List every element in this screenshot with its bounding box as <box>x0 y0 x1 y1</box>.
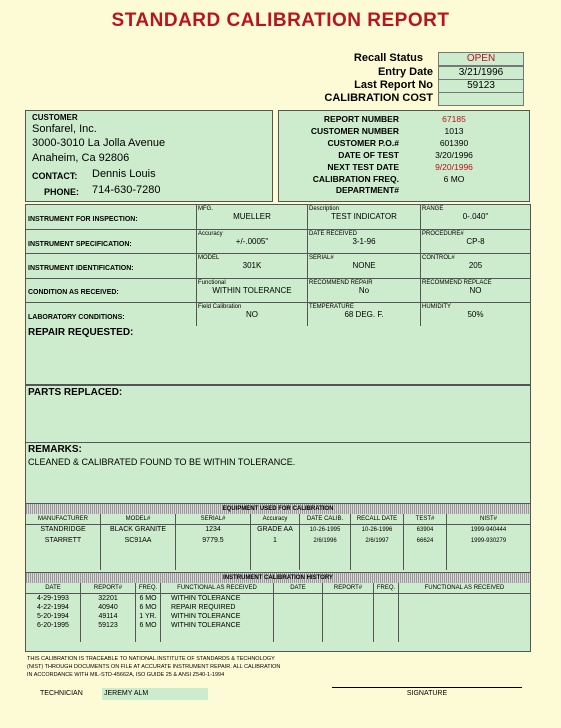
equipment-header: NIST# <box>479 515 497 522</box>
instrument-table <box>26 205 530 327</box>
history-header: DATE <box>274 583 323 593</box>
signature-line <box>332 687 522 688</box>
cell-value: 68 DEG. F. <box>344 310 384 320</box>
history-cell <box>399 603 531 612</box>
equipment-cell: 1999-930279 <box>470 537 507 544</box>
equipment-cell: 63904 <box>404 524 447 535</box>
history-cell: WITHIN TOLERANCE <box>161 612 274 621</box>
history-panel <box>25 572 531 652</box>
instrument-row <box>26 278 530 302</box>
history-cell <box>399 612 531 621</box>
customer-address-1: 3000-3010 La Jolla Avenue <box>32 137 166 149</box>
cell-value: TEST INDICATOR <box>331 212 397 221</box>
history-cell <box>323 593 374 603</box>
phone-label: PHONE: <box>44 187 80 197</box>
equipment-header-row <box>26 514 530 524</box>
history-cell: WITHIN TOLERANCE <box>161 621 274 630</box>
history-cell: 32201 <box>81 593 136 603</box>
remarks-label: REMARKS: <box>28 444 82 455</box>
equipment-cell: 1234 <box>176 524 251 535</box>
recall-status-value: OPEN <box>438 52 524 66</box>
history-cell: 59123 <box>81 621 136 630</box>
history-cell: 6 MO <box>136 603 161 612</box>
customer-number-label: CUSTOMER NUMBER <box>310 126 399 136</box>
history-header: REPORT# <box>81 583 136 593</box>
cell-value: MUELLER <box>233 212 271 221</box>
equipment-header: TEST# <box>404 514 447 524</box>
row-label: LABORATORY CONDITIONS: <box>28 314 125 322</box>
equipment-header: MANUFACTURER <box>26 514 101 524</box>
history-row <box>26 593 530 603</box>
report-title: STANDARD CALIBRATION REPORT <box>111 10 450 31</box>
customer-po-value: 601390 <box>439 138 469 148</box>
cell-label: Description <box>309 206 340 212</box>
history-cell <box>374 593 399 603</box>
cell-label: Functional <box>198 279 226 286</box>
calibration-freq-value: 6 MO <box>443 174 465 184</box>
contact-value: Dennis Louis <box>92 168 156 180</box>
row-label: INSTRUMENT SPECIFICATION: <box>28 240 132 248</box>
parts-replaced-panel <box>25 385 531 443</box>
next-test-date-label: NEXT TEST DATE <box>327 162 399 172</box>
cell-label: Accuracy <box>198 230 223 237</box>
customer-number-value: 1013 <box>444 126 464 136</box>
cell-value: +/-.0005" <box>235 236 269 246</box>
calibration-freq-label: CALIBRATION FREQ. <box>312 174 399 184</box>
cell-value: NONE <box>352 261 376 271</box>
cell-value: 301K <box>242 261 262 271</box>
cell-label: SERIAL# <box>309 255 334 262</box>
traceability-line-2: (NIST) THROUGH DOCUMENTS ON FILE AT ACCURATE INSTRUMENT REPAIR. ALL CALIBRATION <box>27 664 281 670</box>
history-header: FUNCTIONAL AS RECEIVED <box>161 583 274 593</box>
history-cell <box>274 603 323 612</box>
equipment-title: EQUIPMENT USED FOR CALIBRATION <box>26 504 530 514</box>
history-cell: 4-22-1994 <box>26 603 81 612</box>
history-header: FREQ. <box>374 583 399 593</box>
cell-value: 0-.040" <box>462 212 489 221</box>
traceability-line-1: THIS CALIBRATION IS TRACEABLE TO NATIONAL INSTITUTE OF STANDARDS & TECHNOLOGY <box>27 656 275 662</box>
customer-name: Sonfarel, Inc. <box>32 123 97 135</box>
history-cell <box>274 593 323 603</box>
history-cell: 6-20-1995 <box>26 621 81 630</box>
repair-requested-label: REPAIR REQUESTED: <box>28 327 134 338</box>
instrument-grid <box>25 204 531 328</box>
history-cell <box>274 612 323 621</box>
history-row <box>26 603 530 612</box>
equipment-cell: 1999-940444 <box>470 526 507 533</box>
history-cell <box>374 603 399 612</box>
history-header: DATE <box>26 583 81 593</box>
cell-value: 50% <box>467 310 484 320</box>
equipment-header: DATE CALIB. <box>300 514 351 524</box>
cell-value: No <box>358 285 370 295</box>
history-cell <box>374 612 399 621</box>
equipment-row <box>26 535 530 546</box>
equipment-cell: STANDRIDGE <box>26 524 101 535</box>
equipment-cell: STARRETT <box>26 535 101 546</box>
equipment-cell: GRADE AA <box>251 524 300 535</box>
equipment-header: MODEL# <box>101 514 176 524</box>
history-cell <box>323 621 374 630</box>
history-cell: 40940 <box>81 603 136 612</box>
equipment-header: Accuracy <box>251 514 300 524</box>
signature-label: SIGNATURE <box>406 690 448 697</box>
cell-label: RECOMMEND REPLACE <box>422 279 492 286</box>
history-header-row <box>26 583 530 593</box>
calibration-cost-value <box>438 92 524 106</box>
last-report-label: Last Report No <box>354 79 433 91</box>
contact-label: CONTACT: <box>32 171 78 181</box>
cell-label: Field Calibration <box>198 304 242 311</box>
remarks-text: CLEANED & CALIBRATED FOUND TO BE WITHIN TOLERANCE. <box>28 457 296 467</box>
cell-label: RECOMMEND REPAIR <box>309 279 373 286</box>
report-number-value: 67185 <box>442 114 466 124</box>
cell-label: RANGE <box>422 206 444 212</box>
phone-value: 714-630-7280 <box>92 184 161 196</box>
entry-date-value: 3/21/1996 <box>438 66 524 80</box>
cell-value: 3-1-96 <box>352 236 376 246</box>
equipment-cell: 2/6/1996 <box>300 535 351 546</box>
recall-status-label: Recall Status <box>353 52 423 64</box>
equipment-cell: SC91AA <box>101 535 176 546</box>
history-cell <box>374 621 399 630</box>
entry-date-label: Entry Date <box>377 66 433 78</box>
history-cell <box>274 621 323 630</box>
instrument-row <box>26 254 530 278</box>
equipment-cell: 10-26-1995 <box>300 524 351 535</box>
history-cell <box>323 603 374 612</box>
traceability-line-3: IN ACCORDANCE WITH MIL-STD-45662A, ISO GUIDE 25 & ANSI Z540-1-1994 <box>27 672 225 678</box>
history-header: FREQ. <box>136 583 161 593</box>
customer-heading: CUSTOMER <box>32 113 78 122</box>
parts-replaced-label: PARTS REPLACED: <box>28 387 123 398</box>
date-of-test-value: 3/20/1996 <box>435 150 473 160</box>
cell-label: PROCEDURE# <box>422 230 464 237</box>
equipment-panel <box>25 503 531 573</box>
equipment-row <box>26 524 530 535</box>
history-title: INSTRUMENT CALIBRATION HISTORY <box>26 573 530 583</box>
cell-value: CP-8 <box>466 236 485 246</box>
cell-label: MFG. <box>198 206 213 212</box>
department-label: DEPARTMENT# <box>335 185 399 195</box>
repair-requested-panel <box>25 326 531 385</box>
next-test-date-value: 9/20/1996 <box>435 162 473 172</box>
equipment-header: SERIAL# <box>176 514 251 524</box>
row-label: INSTRUMENT FOR INSPECTION: <box>28 215 138 223</box>
technician-field: JEREMY ALM <box>102 688 208 700</box>
row-label: CONDITION AS RECEIVED: <box>28 289 119 297</box>
cell-label: TEMPERATURE <box>309 304 354 311</box>
technician-label: TECHNICIAN <box>40 690 83 697</box>
instrument-row <box>26 229 530 253</box>
history-cell: WITHIN TOLERANCE <box>161 593 274 603</box>
cell-label: MODEL <box>198 255 220 262</box>
cell-value: NO <box>246 310 258 320</box>
history-cell: 49114 <box>81 612 136 621</box>
history-cell <box>399 593 531 603</box>
equipment-cell: 1 <box>251 535 300 546</box>
history-cell: 6 MO <box>136 593 161 603</box>
history-table <box>26 583 530 642</box>
cell-label: CONTROL# <box>422 255 455 262</box>
history-cell: 4-29-1993 <box>26 593 81 603</box>
history-cell: 1 YR. <box>136 612 161 621</box>
report-panel <box>278 110 530 202</box>
last-report-value: 59123 <box>438 79 524 93</box>
cell-label: HUMIDITY <box>422 304 451 311</box>
equipment-cell: 2/6/1997 <box>351 535 404 546</box>
instrument-row <box>26 303 530 327</box>
history-cell: REPAIR REQUIRED <box>161 603 274 612</box>
instrument-row <box>26 205 530 229</box>
calibration-cost-label: CALIBRATION COST <box>324 92 433 104</box>
history-cell <box>399 621 531 630</box>
history-cell <box>323 612 374 621</box>
cell-value: WITHIN TOLERANCE <box>212 285 292 295</box>
equipment-cell: 9779.5 <box>176 535 251 546</box>
equipment-table <box>26 514 530 570</box>
equipment-cell: 10-26-1996 <box>351 524 404 535</box>
customer-po-label: CUSTOMER P.O.# <box>327 138 399 148</box>
history-row <box>26 621 530 630</box>
history-cell: 6 MO <box>136 621 161 630</box>
equipment-header: RECALL DATE <box>351 514 404 524</box>
cell-label: DATE RECEIVED <box>309 230 357 237</box>
history-cell: 5-20-1994 <box>26 612 81 621</box>
history-row <box>26 612 530 621</box>
customer-panel <box>25 110 273 202</box>
row-label: INSTRUMENT IDENTIFICATION: <box>28 264 134 272</box>
remarks-panel <box>25 442 531 504</box>
customer-address-2: Anaheim, Ca 92806 <box>32 152 130 164</box>
equipment-cell: 66624 <box>404 535 447 546</box>
history-header: REPORT# <box>323 583 374 593</box>
cell-value: 205 <box>468 261 483 271</box>
history-header: FUNCTIONAL AS RECEIVED <box>424 584 505 591</box>
report-number-label: REPORT NUMBER <box>323 114 399 124</box>
cell-value: NO <box>469 285 482 295</box>
date-of-test-label: DATE OF TEST <box>338 150 399 160</box>
equipment-cell: BLACK GRANITE <box>101 524 176 535</box>
